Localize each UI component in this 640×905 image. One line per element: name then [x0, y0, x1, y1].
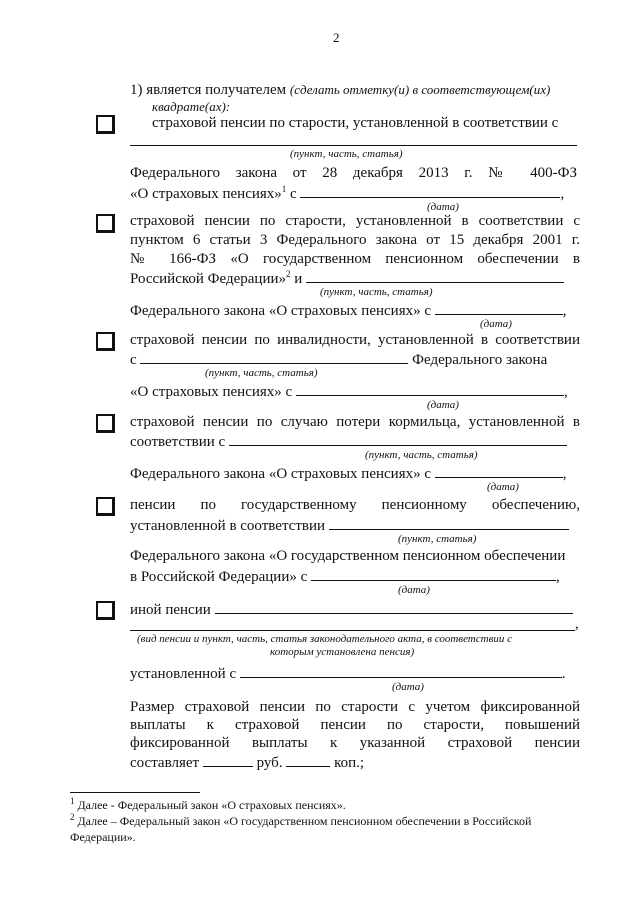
opt4-line1: страховой пенсии по случаю потери кормильца, установленной в: [130, 414, 580, 430]
opt3-caption: (пункт, часть, статья): [205, 367, 318, 379]
size-line2: выплаты к страховой пенсии по старости, повышений: [130, 717, 580, 733]
opt5-date-caption: (дата): [398, 584, 430, 596]
opt1-from: с: [290, 186, 297, 202]
opt4-in-accordance: соответствии с: [130, 434, 226, 450]
opt6-comma: ,: [575, 616, 579, 632]
checkbox-survivor-pension[interactable]: [96, 414, 115, 433]
opt2-law-ref: Федерального закона «О страховых пенсиях» с: [130, 303, 431, 319]
opt2-and: и: [294, 271, 303, 287]
opt2-article-field[interactable]: [306, 268, 564, 283]
size-amount-label: составляет: [130, 755, 200, 771]
intro-line: [130, 80, 550, 100]
opt4-article-field[interactable]: [229, 431, 567, 446]
footnote-2-number: 2: [70, 812, 75, 822]
opt2-caption: (пункт, часть, статья): [320, 286, 433, 298]
opt4-law-ref: Федерального закона «О страховых пенсиях» с: [130, 466, 431, 482]
opt6-period: .: [561, 666, 566, 682]
size-line4: [130, 752, 364, 773]
checkbox-disability-pension[interactable]: [96, 332, 115, 351]
size-line1: Размер страховой пенсии по старости с учетом фиксированной: [130, 699, 580, 715]
opt1-date-field[interactable]: [300, 183, 560, 198]
opt6-date-caption: (дата): [392, 681, 424, 693]
page-number: 2: [333, 30, 340, 45]
opt6-other-pension: иной пенсии: [130, 602, 211, 618]
opt3-date-caption: (дата): [427, 399, 459, 411]
opt2-date-field[interactable]: [435, 300, 563, 315]
opt2-line3: № 166-ФЗ «О государственном пенсионном обеспечении в: [130, 251, 580, 267]
opt4-date-field[interactable]: [435, 463, 563, 478]
footnote-1: [70, 797, 346, 813]
opt1-article-field[interactable]: [130, 145, 577, 146]
opt6-date-field[interactable]: [240, 663, 562, 678]
rubles-field[interactable]: [203, 752, 253, 767]
opt5-line3: Федерального закона «О государственном пенсионном обеспечении: [130, 548, 566, 564]
opt5-line2: [130, 515, 569, 536]
opt2-comma: ,: [562, 303, 567, 319]
opt6-line1: [130, 599, 573, 620]
opt3-with: с: [130, 352, 137, 368]
opt6-caption2: которым установлена пенсия): [270, 646, 415, 658]
opt1-date-caption: (дата): [427, 201, 459, 213]
checkbox-old-age-pension[interactable]: [96, 115, 115, 134]
opt4-date-caption: (дата): [487, 481, 519, 493]
footnote-ref-2: 2: [286, 269, 291, 279]
footnote-2: [70, 813, 531, 829]
opt2-line2: пунктом 6 статьи 3 Федерального закона от 15 декабря 2001 г.: [130, 232, 580, 248]
opt5-law-ref: в Российской Федерации» с: [130, 569, 308, 585]
opt5-line4: [130, 566, 560, 587]
footnote-1-number: 1: [70, 796, 75, 806]
opt3-line1: страховой пенсии по инвалидности, установленной в соответствии: [130, 332, 580, 348]
checkbox-other-pension[interactable]: [96, 601, 115, 620]
checkbox-old-age-pension-166fz[interactable]: [96, 214, 115, 233]
opt6-type-field-cont[interactable]: [130, 630, 575, 631]
kopecks-field[interactable]: [286, 752, 330, 767]
opt6-line3: [130, 663, 566, 684]
opt3-line3: [130, 381, 568, 402]
footnote-ref-1: 1: [281, 184, 287, 194]
opt4-caption: (пункт, часть, статья): [365, 449, 478, 461]
opt1-law-name: «О страховых пенсиях»: [130, 186, 282, 202]
intro-instruction-cont: квадрате(ах):: [152, 99, 231, 114]
opt1-comma: ,: [560, 186, 565, 202]
opt2-law-name: Российской Федерации»: [130, 271, 287, 287]
opt5-comma: ,: [556, 569, 560, 585]
opt1-line2: Федерального закона от 28 декабря 2013 г. № 400-ФЗ: [130, 165, 577, 181]
opt3-law-ref: «О страховых пенсиях» с: [130, 384, 293, 400]
opt1-line3: [130, 183, 564, 204]
opt1-caption: (пункт, часть, статья): [290, 148, 403, 160]
opt3-date-field[interactable]: [296, 381, 564, 396]
opt6-caption1: (вид пенсии и пункт, часть, статья законодательного акта, в соответствии с: [137, 633, 512, 645]
opt3-comma: ,: [563, 384, 568, 400]
opt6-established: установленной с: [130, 666, 237, 682]
opt5-in-accordance: установленной в соответствии: [130, 518, 326, 534]
footnote-2-cont: Федерации».: [70, 830, 136, 844]
opt2-date-caption: (дата): [480, 318, 512, 330]
opt3-line2: [130, 349, 547, 370]
footnote-2-text: Далее – Федеральный закон «О государственном пенсионном обеспечении в Российской: [77, 814, 532, 828]
kopecks-label: коп.;: [334, 755, 365, 771]
rubles-label: руб.: [256, 755, 283, 771]
intro-instruction: (сделать отметку(и) в соответствующем(их): [289, 82, 551, 97]
size-line3: фиксированной выплаты к указанной страховой пенсии: [130, 735, 580, 751]
footnote-1-text: Далее - Федеральный закон «О страховых пенсиях».: [77, 798, 346, 812]
opt5-article-field[interactable]: [329, 515, 569, 530]
opt4-line2: [130, 431, 567, 452]
opt4-comma: ,: [562, 466, 567, 482]
opt1-line1: страховой пенсии по старости, установленной в соответствии с: [152, 115, 559, 131]
footnote-separator: [70, 792, 200, 793]
intro-number: 1): [130, 82, 143, 98]
checkbox-state-pension[interactable]: [96, 497, 115, 516]
opt5-line1: пенсии по государственному пенсионному обеспечению,: [130, 497, 580, 513]
opt5-date-field[interactable]: [311, 566, 556, 581]
opt2-line1: страховой пенсии по старости, установленной в соответствии с: [130, 213, 580, 229]
intro-text: является получателем: [146, 82, 287, 98]
opt3-article-field[interactable]: [140, 349, 408, 364]
opt3-law: Федерального закона: [412, 352, 548, 368]
opt5-caption: (пункт, статья): [398, 533, 477, 545]
opt6-type-field[interactable]: [215, 599, 573, 614]
